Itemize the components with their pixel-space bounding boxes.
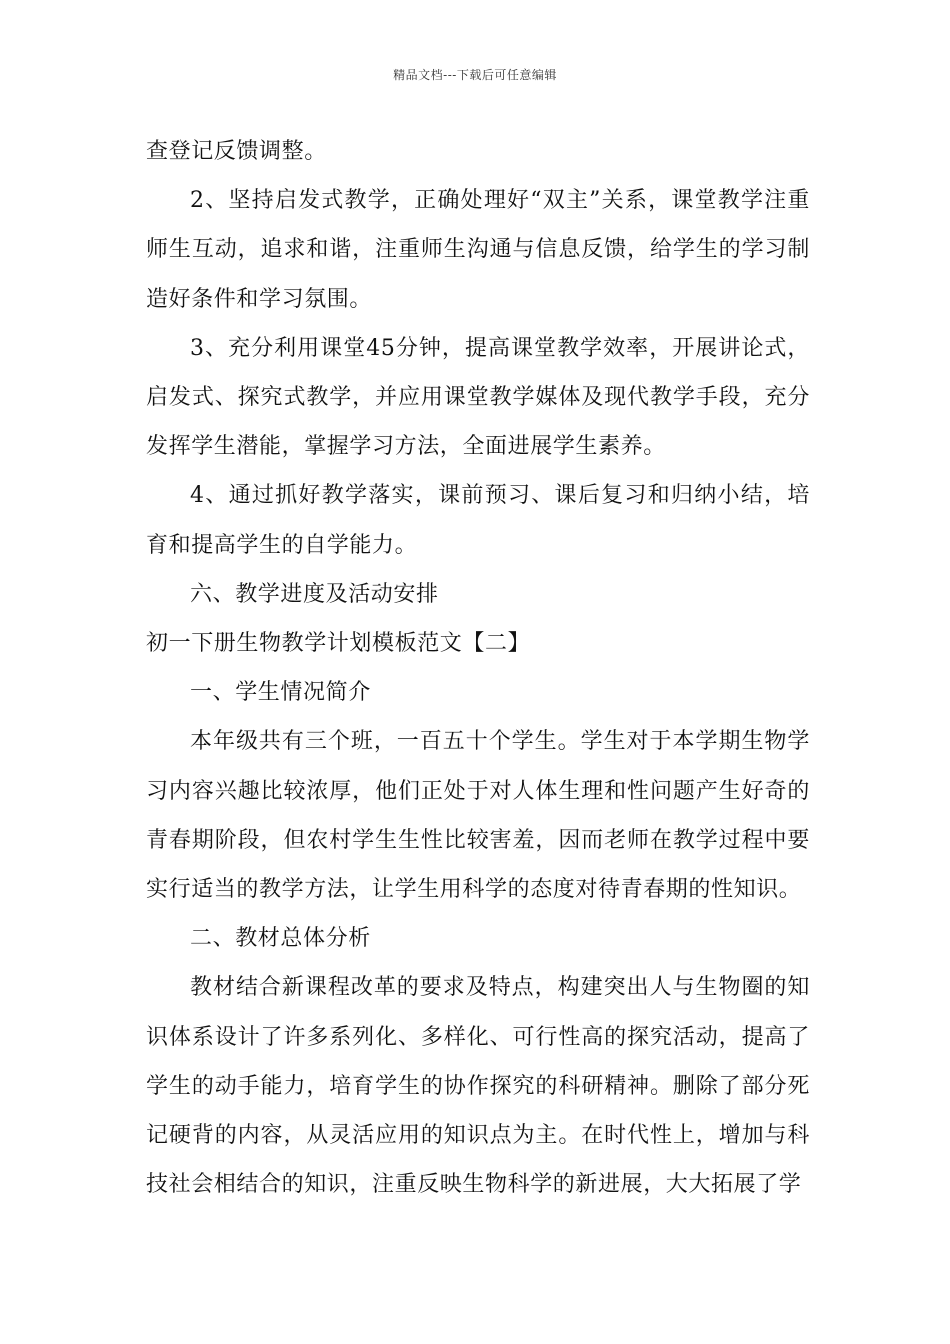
paragraph-textbook: 教材结合新课程改革的要求及特点，构建突出人与生物圈的知识体系设计了许多系列化、多样化、可行性高的探究活动，提高了学生的动手能力，培育学生的协作探究的科研精神。删除了部分死记硬背的内容，从灵活应用的知识点为主。在时代性上，增加与科技社会相结合的知识，注重反映生物科学的新进展，大大拓展了学 (146, 975, 810, 1198)
paragraph-item-2: 2、坚持启发式教学，正确处理好“双主”关系，课堂教学注重师生互动，追求和谐，注重师生沟通与信息反馈，给学生的学习制造好条件和学习氛围。 (146, 188, 810, 312)
paragraph-item-3: 3、充分利用课堂45分钟，提高课堂教学效率，开展讲论式，启发式、探究式教学，并应用课堂教学媒体及现代教学手段，充分发挥学生潜能，掌握学习方法，全面进展学生素养。 (146, 335, 810, 460)
paragraph-students: 本年级共有三个班，一百五十个学生。学生对于本学期生物学习内容兴趣比较浓厚，他们正处于对人体生理和性问题产生好奇的青春期阶段，但农村学生生性比较害羞，因而老师在教学过程中要实行适当的教学方法，让学生用科学的态度对待青春期的性知识。 (146, 729, 810, 903)
paragraph-item-4: 4、通过抓好教学落实，课前预习、课后复习和归纳小结，培育和提高学生的自学能力。 (146, 483, 810, 558)
paragraph-continuation: 查登记反馈调整。 (146, 139, 327, 164)
section-heading-textbook: 二、教材总体分析 (190, 926, 371, 952)
section-heading-schedule: 六、教学进度及活动安排 (190, 581, 439, 607)
document-title-part-two: 初一下册生物教学计划模板范文【二】 (146, 631, 531, 657)
document-body (146, 127, 810, 1209)
page-header: 精品文档---下载后可任意编辑 (393, 68, 557, 82)
section-heading-students: 一、学生情况简介 (190, 680, 371, 706)
